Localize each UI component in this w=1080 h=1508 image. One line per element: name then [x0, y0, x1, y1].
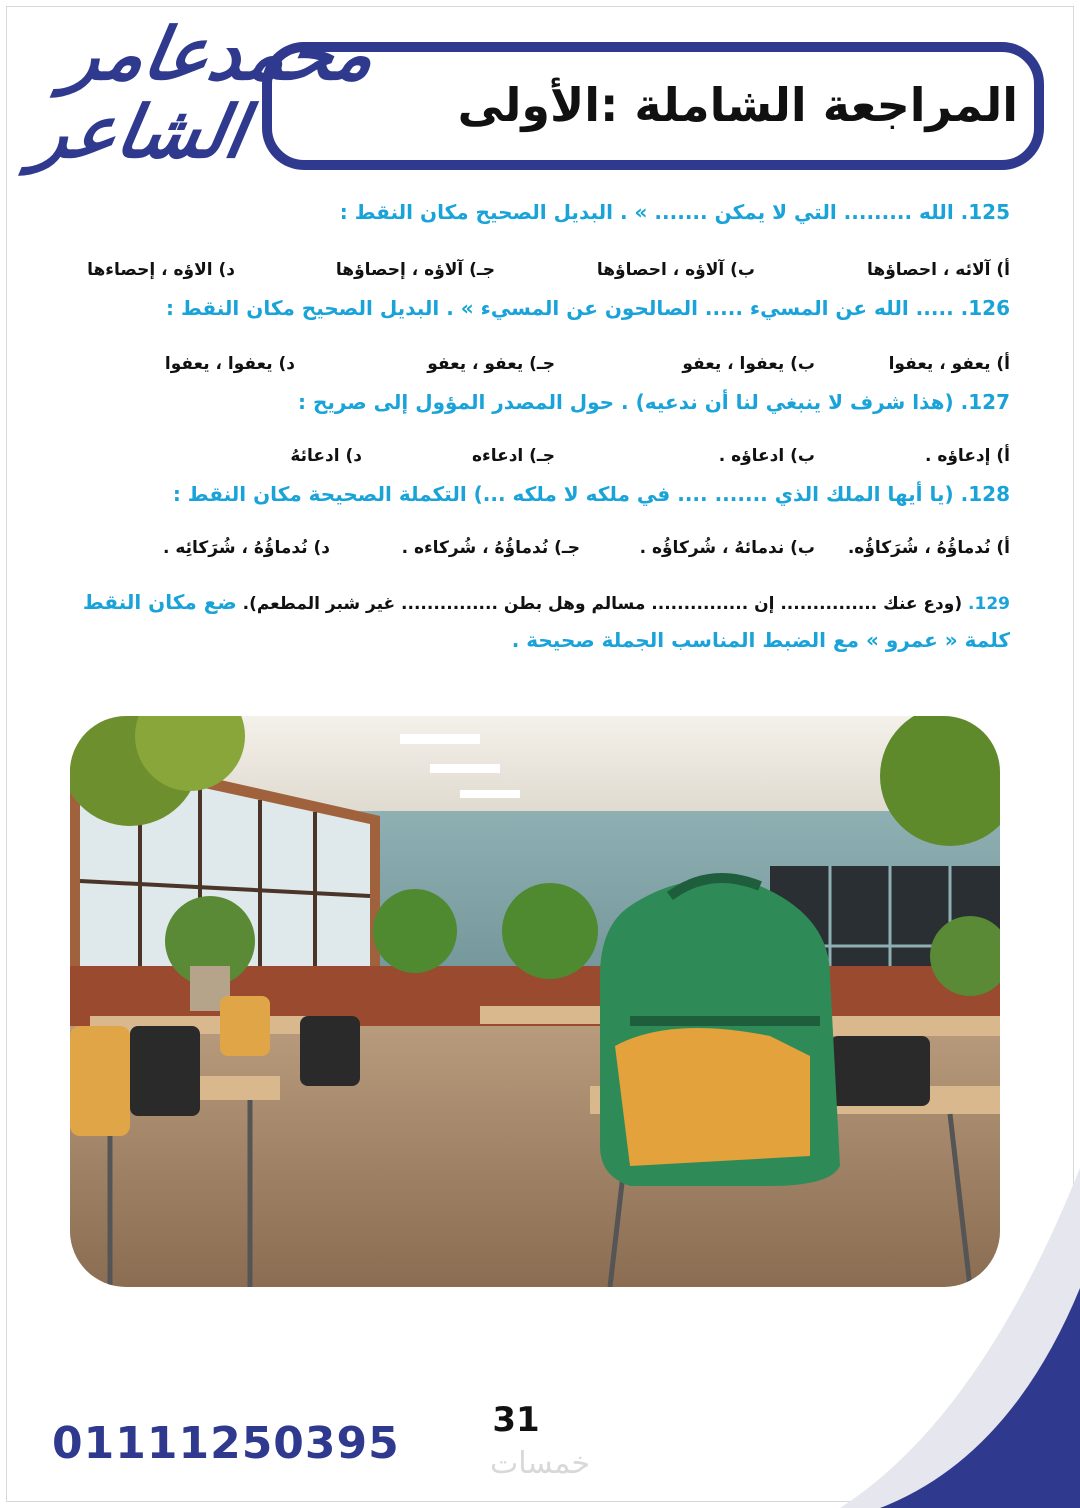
question-number: 129. [968, 594, 1010, 614]
options-row [60, 538, 1010, 568]
phone-number: 01111250395 [52, 1418, 400, 1469]
option-d: د) ادعائهُ [290, 446, 362, 466]
brand-logo [27, 12, 410, 184]
question-129-instruction-line: كلمة « عمرو » مع الضبط المناسب الجملة صحيحة . [511, 628, 1010, 652]
crescent-icon [454, 1380, 574, 1500]
page-title: المراجعة الشاملة :الأولى [457, 78, 1018, 132]
watermark: خمسات [489, 1446, 591, 1481]
question-stem: الله ......... التي لا يمكن ....... » . البديل الصحيح مكان النقط : [339, 200, 954, 224]
options-row [60, 260, 1010, 290]
brand-line-2: الشاعر [27, 90, 253, 174]
option-b: ب) آلاؤه ، احصاؤها [596, 260, 755, 280]
brand-line-1: محمدعامر [58, 12, 382, 96]
options-row [60, 446, 1010, 476]
option-c: جـ) يعفو ، يعفو [427, 354, 555, 374]
option-b: ب) ندمائهُ ، شُركاؤُه . [639, 538, 815, 558]
question-stem: (هذا شرف لا ينبغي لنا أن ندعيه) . حول المصدر المؤول إلى صريح : [298, 390, 954, 414]
question-stem: ..... الله عن المسيء ..... الصالحون عن المسيء » . البديل الصحيح مكان النقط : [165, 296, 954, 320]
option-a: أ) نُدماؤُهُ ، شُرَكاؤُه. [847, 538, 1010, 558]
option-a: أ) يعفو ، يعفوا [888, 354, 1010, 374]
option-b: ب) ادعاؤه . [718, 446, 815, 466]
question-number: 127. [960, 390, 1010, 414]
option-d: د) يعفوا ، يعفوا [164, 354, 295, 374]
question-129 [60, 590, 1010, 614]
question-stem: (ودع عنك ............... إن ............... مسالم وهل بطن ............... غير شبر المطعم). [242, 594, 963, 614]
corner-decoration [840, 1168, 1080, 1508]
question-stem: (يا أيها الملك الذي ....... .... في ملكه لا ملكه ...) التكملة الصحيحة مكان النقط : [172, 482, 954, 506]
option-c: جـ) نُدماؤُهُ ، شُركاءه . [401, 538, 580, 558]
question-instruction: ضع مكان النقط [82, 590, 237, 614]
option-a: أ) إدعاؤه . [924, 446, 1010, 466]
question-number: 128. [960, 482, 1010, 506]
option-b: ب) يعفوا ، يعفو [682, 354, 815, 374]
option-d: د) نُدماؤُهُ ، شُرَكائِه . [162, 538, 330, 558]
option-c: جـ) آلاؤه ، إحصاؤها [335, 260, 495, 280]
options-row [60, 354, 1010, 384]
question-number: 126. [960, 296, 1010, 320]
option-a: أ) آلائه ، احصاؤها [867, 260, 1010, 280]
question-text [340, 200, 1010, 224]
question-text [173, 482, 1010, 506]
option-c: جـ) ادعاءه [471, 446, 555, 466]
page-number: 31 [492, 1400, 540, 1440]
option-d: د) الاؤه ، إحصاءها [87, 260, 235, 280]
question-number: 125. [960, 200, 1010, 224]
question-text [166, 296, 1010, 320]
question-text [298, 390, 1010, 414]
